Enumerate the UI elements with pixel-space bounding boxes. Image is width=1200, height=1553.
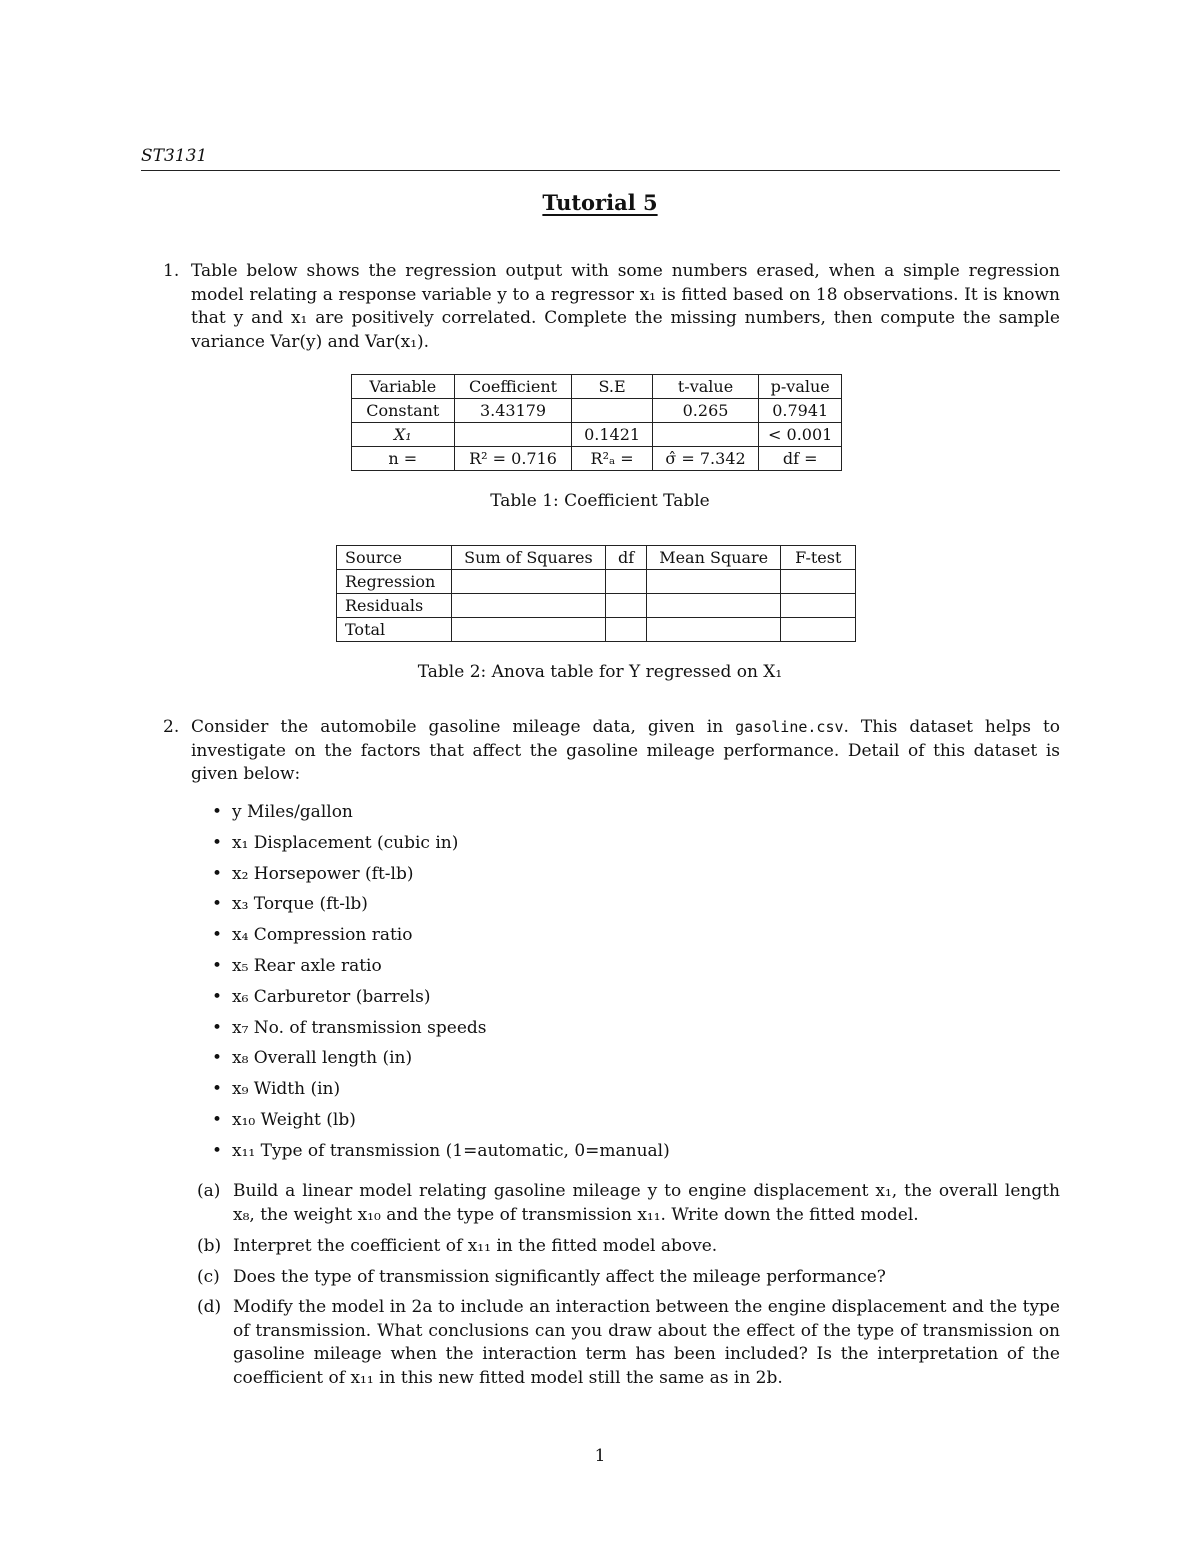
list-item-text: x₆ Carburetor (barrels) xyxy=(232,986,431,1007)
table-cell xyxy=(606,618,647,642)
table-cell: Constant xyxy=(352,399,455,423)
table-cell xyxy=(606,570,647,594)
list-item-text: x₈ Overall length (in) xyxy=(232,1048,413,1069)
question-1-number: 1. xyxy=(163,261,180,281)
list-item xyxy=(212,1016,670,1047)
question-2-text-after: . This dataset helps to investigate on the factors that affect the gasoline mileage performance. Detail of this dataset is given below: xyxy=(191,717,1061,784)
part-text: Interpret the coefficient of x₁₁ in the fitted model above. xyxy=(233,1236,718,1256)
table-cell: 3.43179 xyxy=(454,399,572,423)
table-header-cell: Sum of Squares xyxy=(451,546,606,570)
page-number: 1 xyxy=(594,1446,606,1466)
table-cell xyxy=(646,570,781,594)
table-cell: R²ₐ = xyxy=(572,447,652,471)
list-item-text: x₁ Displacement (cubic in) xyxy=(232,832,459,853)
table-cell: Total xyxy=(337,618,452,642)
table-row xyxy=(337,618,856,642)
bullet-icon: • xyxy=(212,986,223,1007)
table-header-cell: Coefficient xyxy=(454,375,572,399)
table-header-cell: Mean Square xyxy=(646,546,781,570)
list-item-text: x₂ Horsepower (ft-lb) xyxy=(232,863,414,884)
table-header-cell: Source xyxy=(337,546,452,570)
question-2-text-before: Consider the automobile gasoline mileage data, given in xyxy=(191,717,736,737)
table-cell xyxy=(781,618,856,642)
table-cell: < 0.001 xyxy=(759,423,842,447)
table-cell: Residuals xyxy=(337,594,452,618)
table-header-cell: t-value xyxy=(652,375,759,399)
table-cell: σ̂ = 7.342 xyxy=(652,447,759,471)
table-cell: 0.1421 xyxy=(572,423,652,447)
variable-list xyxy=(212,800,670,1170)
part-label: (c) xyxy=(197,1267,220,1287)
list-item-text: x₁₁ Type of transmission (1=automatic, 0=manual) xyxy=(232,1140,670,1161)
list-item xyxy=(212,1046,670,1077)
list-item xyxy=(212,954,670,985)
table-cell: Regression xyxy=(337,570,452,594)
table-cell xyxy=(451,594,606,618)
table-cell: n = xyxy=(352,447,455,471)
table-cell xyxy=(454,423,572,447)
list-item xyxy=(212,985,670,1016)
table-header-row xyxy=(337,546,856,570)
table-row xyxy=(352,399,842,423)
bullet-icon: • xyxy=(212,1140,223,1161)
table-cell: 0.265 xyxy=(652,399,759,423)
table-cell xyxy=(606,594,647,618)
table-cell: X₁ xyxy=(352,423,455,447)
header-rule xyxy=(141,170,1060,171)
table-cell: 0.7941 xyxy=(759,399,842,423)
part-d xyxy=(191,1296,1060,1390)
table-cell xyxy=(652,423,759,447)
table-header-cell: df xyxy=(606,546,647,570)
page-title-text: Tutorial 5 xyxy=(542,190,658,215)
table-row xyxy=(352,447,842,471)
bullet-icon: • xyxy=(212,1048,223,1069)
bullet-icon: • xyxy=(212,832,223,853)
part-text: Build a linear model relating gasoline mileage y to engine displacement x₁, the overall length x₈, the weight x₁₀ and the type of transmission x₁₁. Write down the fitted model. xyxy=(233,1181,1060,1225)
course-code: ST3131 xyxy=(141,146,208,166)
part-c xyxy=(191,1266,1060,1290)
list-item xyxy=(212,923,670,954)
list-item xyxy=(212,892,670,923)
page-title xyxy=(0,190,1200,215)
list-item-text: y Miles/gallon xyxy=(232,802,353,822)
table-header-cell: F-test xyxy=(781,546,856,570)
table-row xyxy=(352,423,842,447)
bullet-icon: • xyxy=(212,955,223,976)
list-item xyxy=(212,862,670,893)
list-item xyxy=(212,1139,670,1170)
list-item-text: x₄ Compression ratio xyxy=(232,925,413,946)
dataset-filename: gasoline.csv xyxy=(735,718,844,736)
part-label: (a) xyxy=(197,1181,221,1201)
table-cell xyxy=(646,594,781,618)
part-label: (b) xyxy=(197,1236,222,1256)
bullet-icon: • xyxy=(212,802,223,822)
bullet-icon: • xyxy=(212,925,223,946)
bullet-icon: • xyxy=(212,1079,223,1100)
table-cell: R² = 0.716 xyxy=(454,447,572,471)
coefficient-table xyxy=(351,374,842,471)
table-cell: df = xyxy=(759,447,842,471)
table-cell xyxy=(646,618,781,642)
question-1-text: Table below shows the regression output with some numbers erased, when a simple regression model relating a response variable y to a regressor x₁ is fitted based on 18 observations. It is known that y and x₁ are positively correlated. Complete the missing numbers, then compute the sample variance Var(y) and Var(x₁). xyxy=(191,261,1060,352)
bullet-icon: • xyxy=(212,894,223,915)
table-header-cell: p-value xyxy=(759,375,842,399)
list-item-text: x₉ Width (in) xyxy=(232,1079,341,1100)
question-1 xyxy=(141,260,1060,354)
table-header-row xyxy=(352,375,842,399)
part-a xyxy=(191,1180,1060,1227)
table-cell xyxy=(781,570,856,594)
table-cell xyxy=(451,570,606,594)
question-2-number: 2. xyxy=(163,717,180,737)
table-header-cell: S.E xyxy=(572,375,652,399)
bullet-icon: • xyxy=(212,1109,223,1130)
list-item-text: x₇ No. of transmission speeds xyxy=(232,1017,487,1038)
table-cell xyxy=(451,618,606,642)
table-row xyxy=(337,594,856,618)
list-item-text: x₃ Torque (ft-lb) xyxy=(232,894,368,915)
question-2 xyxy=(141,716,1060,787)
table-2-caption: Table 2: Anova table for Y regressed on X₁ xyxy=(417,662,783,682)
question-2-text xyxy=(191,716,1060,787)
table-1-caption: Table 1: Coefficient Table xyxy=(490,491,710,511)
anova-table xyxy=(336,545,856,642)
table-cell xyxy=(572,399,652,423)
table-row xyxy=(337,570,856,594)
bullet-icon: • xyxy=(212,863,223,884)
part-label: (d) xyxy=(197,1297,222,1317)
list-item xyxy=(212,831,670,862)
part-text: Does the type of transmission significantly affect the mileage performance? xyxy=(233,1267,886,1287)
table-cell xyxy=(781,594,856,618)
list-item xyxy=(212,1077,670,1108)
part-b xyxy=(191,1235,1060,1259)
part-text: Modify the model in 2a to include an interaction between the engine displacement and the type of transmission. What conclusions can you draw about the effect of the type of transmission on gasoline mileage when the interaction term has been included? Is the interpretation of the coefficient of x₁₁ in this new fitted model still the same as in 2b. xyxy=(233,1297,1060,1388)
list-item xyxy=(212,1108,670,1139)
bullet-icon: • xyxy=(212,1017,223,1038)
table-header-cell: Variable xyxy=(352,375,455,399)
list-item xyxy=(212,800,670,831)
list-item-text: x₁₀ Weight (lb) xyxy=(232,1109,356,1130)
list-item-text: x₅ Rear axle ratio xyxy=(232,955,382,976)
